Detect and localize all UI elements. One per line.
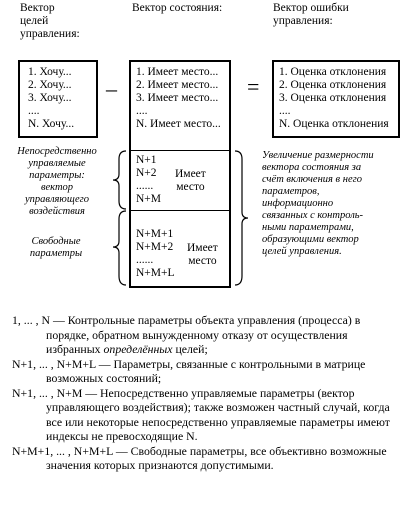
list-item: N+M+2 [136, 241, 174, 253]
list-item: ...... [136, 180, 154, 192]
state-vector-header: Вектор состояния: [132, 2, 223, 14]
free-params-annotation: Свободные параметры [29, 236, 83, 259]
list-item: 2. Оценка отклонения [279, 79, 387, 91]
list-item: N+M+L [136, 267, 175, 279]
legend [12, 313, 402, 473]
list-item: N. Имеет место... [136, 118, 221, 130]
brace-free-params [113, 211, 126, 285]
list-item: .... [28, 105, 40, 117]
legend-item: N+1, ... , N+M+L — Параметры, связанные с контрольными в матрице возможных состояний; [12, 356, 366, 385]
brace-direct-params [113, 151, 126, 209]
list-item: 3. Имеет место... [136, 92, 219, 104]
list-item: 2. Имеет место... [136, 79, 219, 91]
list-item: N+M [136, 193, 162, 205]
list-item: 1. Оценка отклонения [279, 66, 387, 78]
list-item: N+2 [136, 167, 157, 179]
goals-vector-header: Вектор целей управления: [20, 2, 80, 40]
list-item: 2. Хочу... [28, 79, 72, 91]
list-item: N. Оценка отклонения [279, 118, 389, 130]
state-bottom-label: Имеет место [187, 242, 218, 267]
direct-params-annotation: Непосредственно управляемые параметры: вектор управляющего воздействия [17, 146, 97, 217]
list-item: 1. Имеет место... [136, 66, 219, 78]
error-vector-header: Вектор ошибки управления: [273, 2, 349, 27]
legend-item: N+1, ... , N+M — Непосредственно управляемые параметры (вектор управляющего воздействия); также возможен частный случай, когда все или некоторые непосредственно управляемые параметры имеют индексы не превосходящие N. [12, 385, 390, 443]
list-item: .... [279, 105, 291, 117]
list-item: N. Хочу... [28, 118, 75, 130]
legend-item: N+M+1, ... , N+M+L — Свободные параметры, все объективно возможные значения которых признаются допустимыми. [12, 443, 387, 472]
list-item: .... [136, 105, 148, 117]
dimension-increase-annotation: Увеличение размерности вектора состояния за счёт включения в него параметров, информационно связанных с контроль- ными параметрами, образующими вектор целей управления. [262, 150, 374, 257]
list-item: 3. Хочу... [28, 92, 72, 104]
list-item: N+1 [136, 154, 157, 166]
brace-right-increase [235, 151, 248, 285]
legend-item: 1, ... , N — Контрольные параметры объекта управления (процесса) в порядке, обратном вынужденному отказу от осуществления избранных определённых целей; [12, 313, 361, 356]
list-item: N+M+1 [136, 228, 174, 240]
list-item: 1. Хочу... [28, 66, 72, 78]
equals-operator: = [247, 74, 260, 99]
state-mid-label: Имеет место [175, 168, 206, 193]
list-item: 3. Оценка отклонения [279, 92, 387, 104]
list-item: ...... [136, 254, 154, 266]
minus-operator: – [106, 76, 117, 101]
